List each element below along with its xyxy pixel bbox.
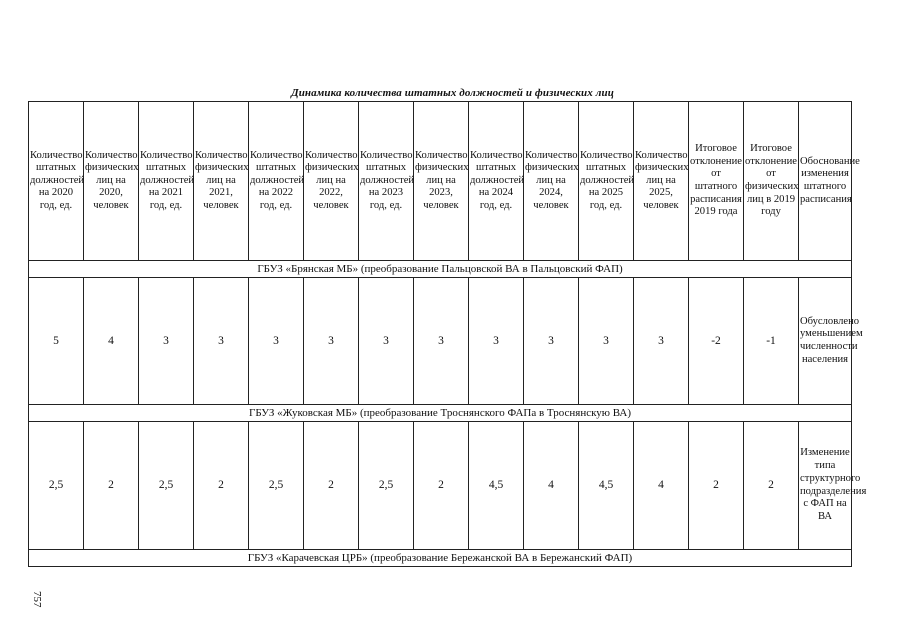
header-cell: Количество штатных должностей на 2023 год, ед. <box>359 102 414 261</box>
header-cell: Количество штатных должностей на 2025 год, ед. <box>579 102 634 261</box>
table-row <box>29 278 852 405</box>
value-cell: 3 <box>194 278 249 405</box>
value-cell: 4,5 <box>579 422 634 550</box>
value-cell: 3 <box>524 278 579 405</box>
value-cell: 4 <box>524 422 579 550</box>
header-cell: Количество штатных должностей на 2022 год, ед. <box>249 102 304 261</box>
section-title-row <box>29 261 852 278</box>
header-row <box>29 102 852 261</box>
staffing-table <box>28 101 867 567</box>
section-title: ГБУЗ «Карачевская ЦРБ» (преобразование Бережанской ВА в Бережанский ФАП) <box>29 550 852 567</box>
value-cell: 2,5 <box>249 422 304 550</box>
value-cell: 5 <box>29 278 84 405</box>
value-cell: 4 <box>84 278 139 405</box>
header-cell: Количество физических лиц на 2025, человек <box>634 102 689 261</box>
value-cell: -2 <box>689 278 744 405</box>
value-cell: 3 <box>634 278 689 405</box>
value-cell: 4,5 <box>469 422 524 550</box>
header-cell: Количество физических лиц на 2021, человек <box>194 102 249 261</box>
value-cell: 3 <box>414 278 469 405</box>
value-cell: 2 <box>689 422 744 550</box>
value-cell: 3 <box>359 278 414 405</box>
header-cell: Количество физических лиц на 2022, человек <box>304 102 359 261</box>
value-cell: 2 <box>744 422 799 550</box>
value-cell: 2 <box>84 422 139 550</box>
section-title-row <box>29 550 852 567</box>
document-title: Динамика количества штатных должностей и физических лиц <box>291 87 614 99</box>
justification-cell: Изменение типа структурного подразделения с ФАП на ВА <box>799 422 852 550</box>
header-cell: Количество штатных должностей на 2024 год, ед. <box>469 102 524 261</box>
section-title: ГБУЗ «Брянская МБ» (преобразование Пальцовской ВА в Пальцовский ФАП) <box>29 261 852 278</box>
value-cell: 2,5 <box>359 422 414 550</box>
value-cell: 2 <box>304 422 359 550</box>
header-cell: Количество физических лиц на 2023, человек <box>414 102 469 261</box>
header-cell: Количество штатных должностей на 2020 год, ед. <box>29 102 84 261</box>
justification-cell: Обусловлено уменьшением численности населения <box>799 278 852 405</box>
value-cell: 4 <box>634 422 689 550</box>
header-cell: Итоговое отклонение от штатного расписания 2019 года <box>689 102 744 261</box>
value-cell: 3 <box>139 278 194 405</box>
value-cell: -1 <box>744 278 799 405</box>
header-cell: Обоснование изменения штатного расписания <box>799 102 852 261</box>
header-cell: Количество штатных должностей на 2021 год, ед. <box>139 102 194 261</box>
value-cell: 3 <box>469 278 524 405</box>
value-cell: 2,5 <box>139 422 194 550</box>
value-cell: 2 <box>414 422 469 550</box>
page-number: 757 <box>31 591 43 608</box>
header-cell: Количество физических лиц на 2020, человек <box>84 102 139 261</box>
value-cell: 2,5 <box>29 422 84 550</box>
value-cell: 3 <box>304 278 359 405</box>
section-title: ГБУЗ «Жуковская МБ» (преобразование Троснянского ФАПа в Троснянскую ВА) <box>29 405 852 422</box>
header-cell: Количество физических лиц на 2024, человек <box>524 102 579 261</box>
header-cell: Итоговое отклонение от физических лиц в 2019 году <box>744 102 799 261</box>
table-row <box>29 422 852 550</box>
section-title-row <box>29 405 852 422</box>
value-cell: 3 <box>579 278 634 405</box>
value-cell: 2 <box>194 422 249 550</box>
value-cell: 3 <box>249 278 304 405</box>
